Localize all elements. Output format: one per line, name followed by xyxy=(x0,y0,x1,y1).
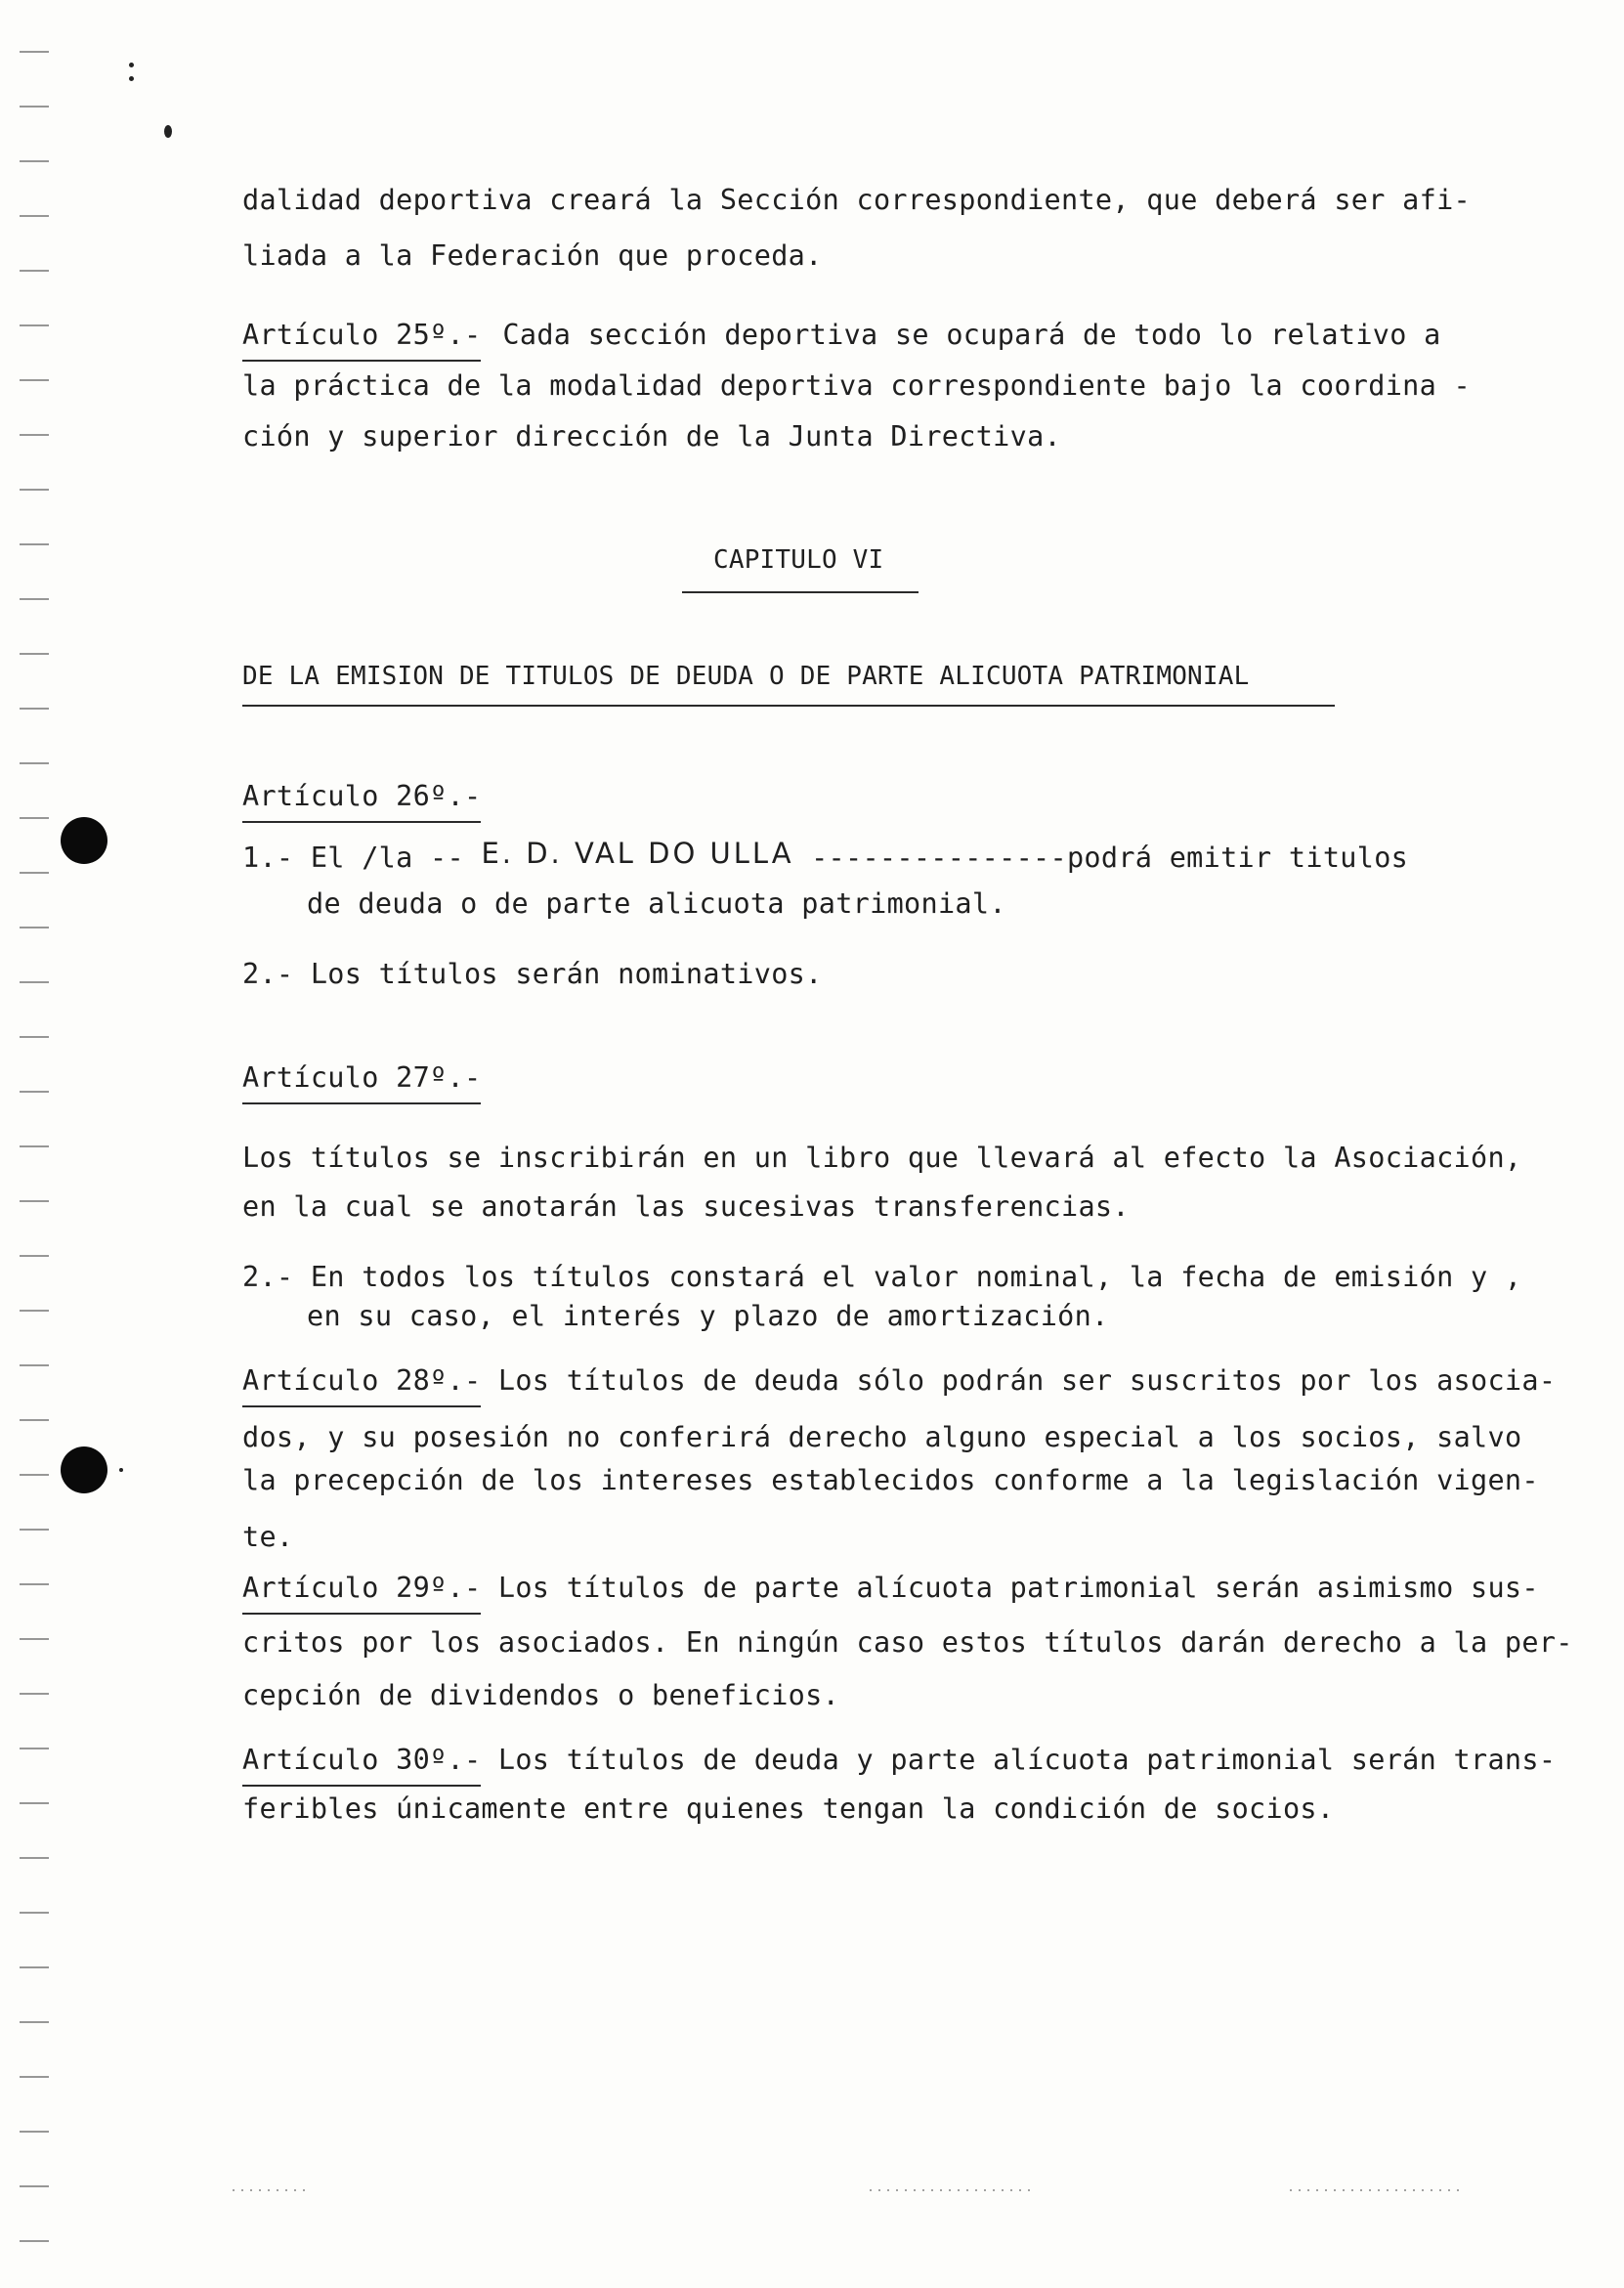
article-26-heading xyxy=(242,780,481,813)
scan-dots xyxy=(870,2189,1036,2191)
scan-speck xyxy=(119,1468,123,1472)
chapter-title-underline xyxy=(242,705,1335,707)
text-line: dalidad deportiva creará la Sección correspondiente, que deberá ser afi- xyxy=(242,184,1472,216)
text-line: de deuda o de parte alicuota patrimonial. xyxy=(307,887,1006,920)
article-28-line-2 xyxy=(242,1421,1521,1454)
article-30-label: Artículo 30º.- xyxy=(242,1744,482,1776)
text-span: Los títulos de deuda sólo podrán ser suscritos por los asocia- xyxy=(481,1364,1557,1397)
article-28-line-1 xyxy=(242,1364,1556,1398)
text-span: ---------------podrá emitir titulos xyxy=(811,842,1409,874)
punch-hole-top xyxy=(61,817,107,864)
article-27-heading xyxy=(242,1061,481,1095)
text-span: entre quienes tengan la condición de socios. xyxy=(566,1792,1335,1825)
punch-hole-bottom xyxy=(61,1446,107,1493)
text-span: feribles únicamente xyxy=(242,1792,567,1825)
scan-speck xyxy=(164,125,172,138)
scan-dots xyxy=(1290,2189,1466,2191)
text-line: en su caso, el interés y plazo de amortización. xyxy=(307,1300,1109,1332)
text-span: Cada sección deportiva se ocupará de todo lo relativo a xyxy=(502,319,1441,351)
chapter-title: DE LA EMISION DE TITULOS DE DEUDA O DE PARTE ALICUOTA PATRIMONIAL xyxy=(242,662,1250,691)
binding-margin-marks xyxy=(20,29,49,2258)
scan-speck xyxy=(129,63,134,67)
article-27-label: Artículo 27º.- xyxy=(242,1061,482,1094)
text-span: posesión no conferirá derecho alguno especial a los socios, salvo xyxy=(396,1421,1522,1453)
text-line: cepción de dividendos o beneficios. xyxy=(242,1679,840,1711)
text-span: 1.- El /la -- xyxy=(242,842,464,874)
scan-dots xyxy=(233,2189,311,2191)
text-line: la precepción de los intereses establecidos conforme a la legislación vigen- xyxy=(242,1464,1539,1496)
text-span: dos, y su xyxy=(242,1421,397,1453)
text-line: en la cual se anotarán las sucesivas transferencias. xyxy=(242,1190,1130,1223)
article-26-item-1 xyxy=(242,837,1409,875)
article-29-label: Artículo 29º.- xyxy=(242,1572,482,1604)
filled-association-name: E. D. VAL DO ULLA xyxy=(481,837,794,870)
text-line: 2.- En todos los títulos constará el valor nominal, la fecha de emisión y , xyxy=(242,1261,1522,1293)
article-30-line-1 xyxy=(242,1744,1556,1777)
article-28-label: Artículo 28º.- xyxy=(242,1364,482,1397)
article-29-line-2 xyxy=(242,1626,1573,1660)
article-25-line-2 xyxy=(242,369,1471,403)
text-line: Los títulos se inscribirán en un libro que llevará al efecto la Asociación, xyxy=(242,1142,1522,1174)
scan-speck xyxy=(129,76,134,81)
text-line: 2.- Los títulos serán nominativos. xyxy=(242,958,823,990)
text-line: ción y superior dirección de la Junta Directiva. xyxy=(242,420,1062,453)
chapter-number-underline xyxy=(682,591,919,593)
text-span: la práctica de xyxy=(242,369,482,402)
article-30-line-2 xyxy=(242,1792,1334,1826)
article-25-line-1 xyxy=(242,319,1441,352)
article-25-label: Artículo 25º.- xyxy=(242,319,482,351)
text-span: critos por los xyxy=(242,1626,482,1659)
text-span: Los títulos de deuda y parte alícuota patrimonial serán trans- xyxy=(481,1744,1557,1776)
text-span: la modalidad deportiva correspondiente bajo la coordina - xyxy=(481,369,1472,402)
text-span: asociados. En ningún caso estos títulos darán derecho a la per- xyxy=(481,1626,1573,1659)
chapter-number: CAPITULO VI xyxy=(713,545,884,575)
text-line: liada a la Federación que proceda. xyxy=(242,239,823,272)
text-span: Los títulos de parte alícuota patrimonial serán asimismo sus- xyxy=(481,1572,1539,1604)
article-29-line-1 xyxy=(242,1572,1539,1605)
article-26-label: Artículo 26º.- xyxy=(242,780,482,812)
text-line: te. xyxy=(242,1521,294,1553)
